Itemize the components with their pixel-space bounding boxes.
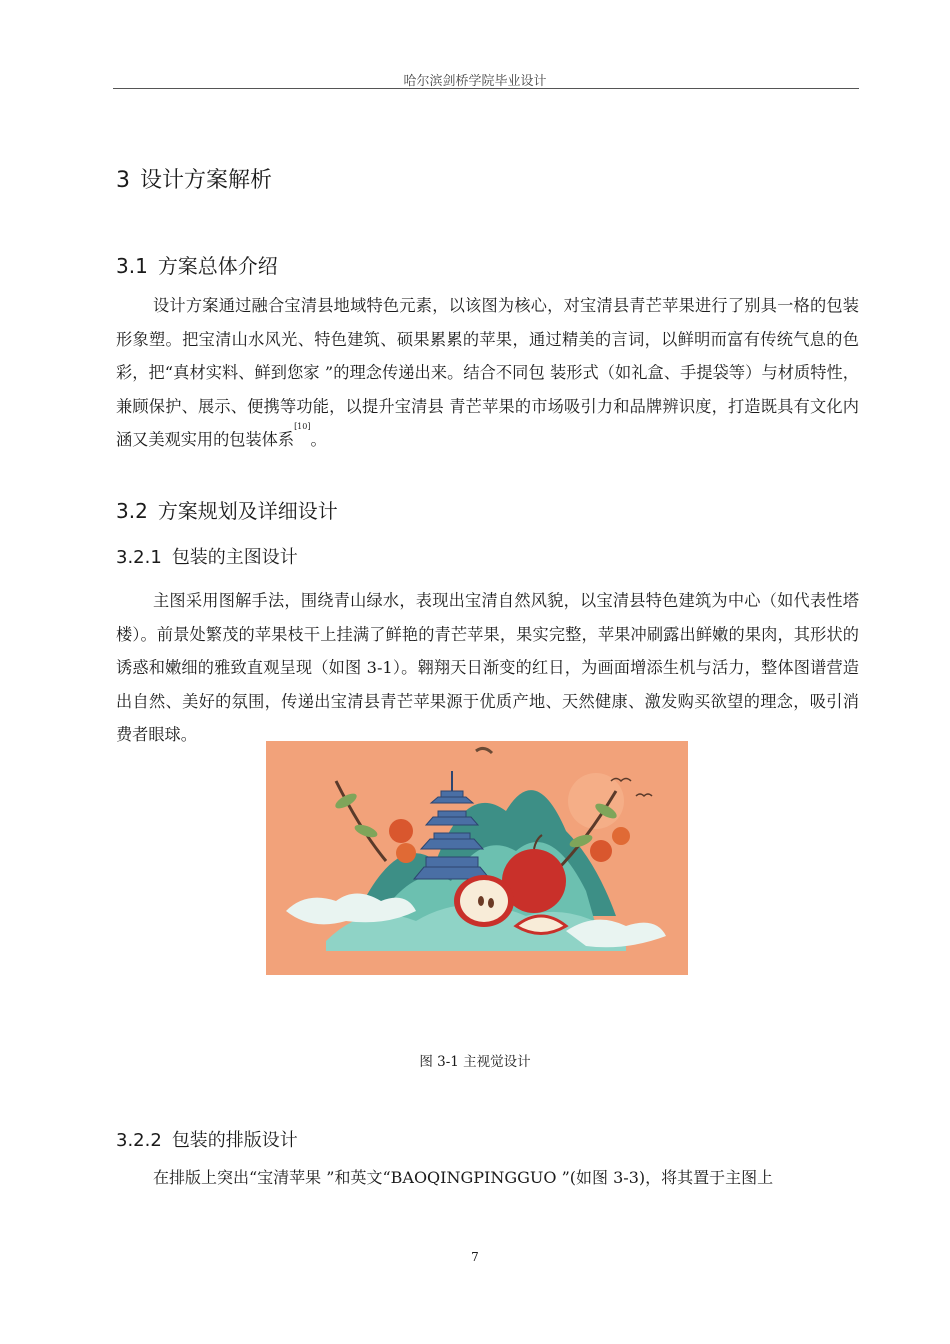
paragraph-overview [116,289,859,457]
main-visual-illustration [266,741,688,975]
paragraph-layout: 在排版上突出“宝清苹果 ”和英文“BAOQINGPINGGUO ”(如图 3-3)，将其置于主图上 [153,1168,774,1187]
section-3-2-1-heading [116,543,298,569]
figure-caption: 图 3-1 主视觉设计 [419,1054,531,1070]
section-title: 包装的主图设计 [171,547,298,568]
section-number: 3.2 [116,499,148,523]
section-title: 设计方案解析 [140,168,273,193]
section-3-heading [116,163,272,194]
section-3-1-heading [116,250,278,279]
paragraph-end: 。 [310,430,327,449]
section-number: 3.2.1 [116,547,162,568]
section-number: 3.2.2 [116,1130,162,1151]
page-number: 7 [471,1250,479,1264]
citation: [10] [294,422,311,431]
header-divider [113,88,859,89]
section-3-2-heading [116,495,338,524]
section-3-2-2-heading [116,1126,298,1152]
section-number: 3 [116,168,130,193]
section-title: 方案总体介绍 [157,254,278,278]
paragraph-main-image: 主图采用图解手法，围绕青山绿水，表现出宝清自然风貌，以宝清县特色建筑为中心（如代表性塔楼）。前景处繁茂的苹果枝干上挂满了鲜艳的青芒苹果，果实完整，苹果冲刷露出鲜嫩的果肉，其形状的诱惑和嫩细的雅致直观呈现（如图 3-1）。翱翔天日渐变的红日，为画面增添生机与活力，整体图谱营造出自然、美好的氛围，传递出宝清县青芒苹果源于优质产地、天然健康、激发购买欲望的理念，吸引消费者眼球。 [116,591,859,744]
page-header: 哈尔滨剑桥学院毕业设计 [403,74,547,89]
section-number: 3.1 [116,254,148,278]
section-title: 包装的排版设计 [171,1130,298,1151]
paragraph-text: 设计方案通过融合宝清县地域特色元素，以该图为核心，对宝清县青芒苹果进行了别具一格的包装形象塑。把宝清山水风光、特色建筑、硕果累累的苹果，通过精美的言词，以鲜明而富有传统气息的色彩，把“真材实料、鲜到您家 ”的理念传递出来。结合不同包 装形式（如礼盒、手提袋等）与材质特性，兼顾保护、展示、便携等功能，以提升宝清县 青芒苹果的市场吸引力和品牌辨识度，打造既具有文化内涵又美观实用的包装体系 [116,296,859,449]
section-title: 方案规划及详细设计 [157,499,338,523]
